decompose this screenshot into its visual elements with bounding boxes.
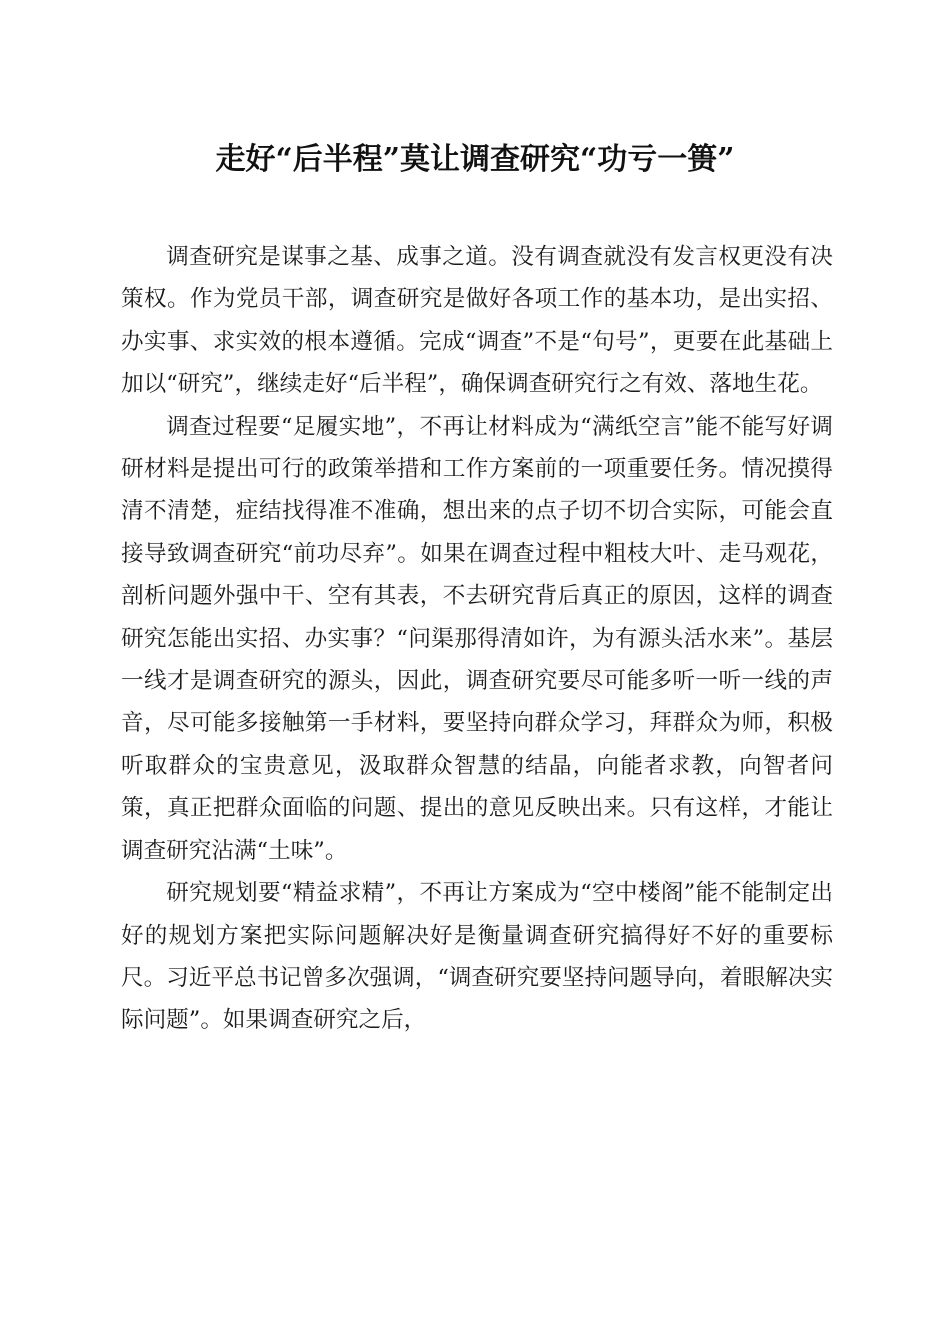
- article-body: [121, 236, 833, 1042]
- paragraph-2: 调查过程要“足履实地”，不再让材料成为“满纸空言”能不能写好调研材料是提出可行的政策举措和工作方案前的一项重要任务。情况摸得清不清楚，症结找得准不准确，想出来的点子切不切合实际，可能会直接导致调查研究“前功尽弃”。如果在调查过程中粗枝大叶、走马观花，剖析问题外强中干、空有其表，不去研究背后真正的原因，这样的调查研究怎能出实招、办实事？“问渠那得清如许，为有源头活水来”。基层一线才是调查研究的源头，因此，调查研究要尽可能多听一听一线的声音，尽可能多接触第一手材料，要坚持向群众学习，拜群众为师，积极听取群众的宝贵意见，汲取群众智慧的结晶，向能者求教，向智者问策，真正把群众面临的问题、提出的意见反映出来。只有这样，才能让调查研究沾满“土味”。: [121, 413, 833, 864]
- page-title: 走好“后半程”莫让调查研究“功亏一篑”: [215, 142, 735, 177]
- paragraph-1: 调查研究是谋事之基、成事之道。没有调查就没有发言权更没有决策权。作为党员干部，调查研究是做好各项工作的基本功，是出实招、办实事、求实效的根本遵循。完成“调查”不是“句号”，更要在此基础上加以“研究”，继续走好“后半程”，确保调查研究行之有效、落地生花。: [121, 244, 833, 398]
- paragraph-3: 研究规划要“精益求精”，不再让方案成为“空中楼阁”能不能制定出好的规划方案把实际问题解决好是衡量调查研究搞得好不好的重要标尺。习近平总书记曾多次强调，“调查研究要坚持问题导向，着眼解决实际问题”。如果调查研究之后，: [121, 880, 833, 1034]
